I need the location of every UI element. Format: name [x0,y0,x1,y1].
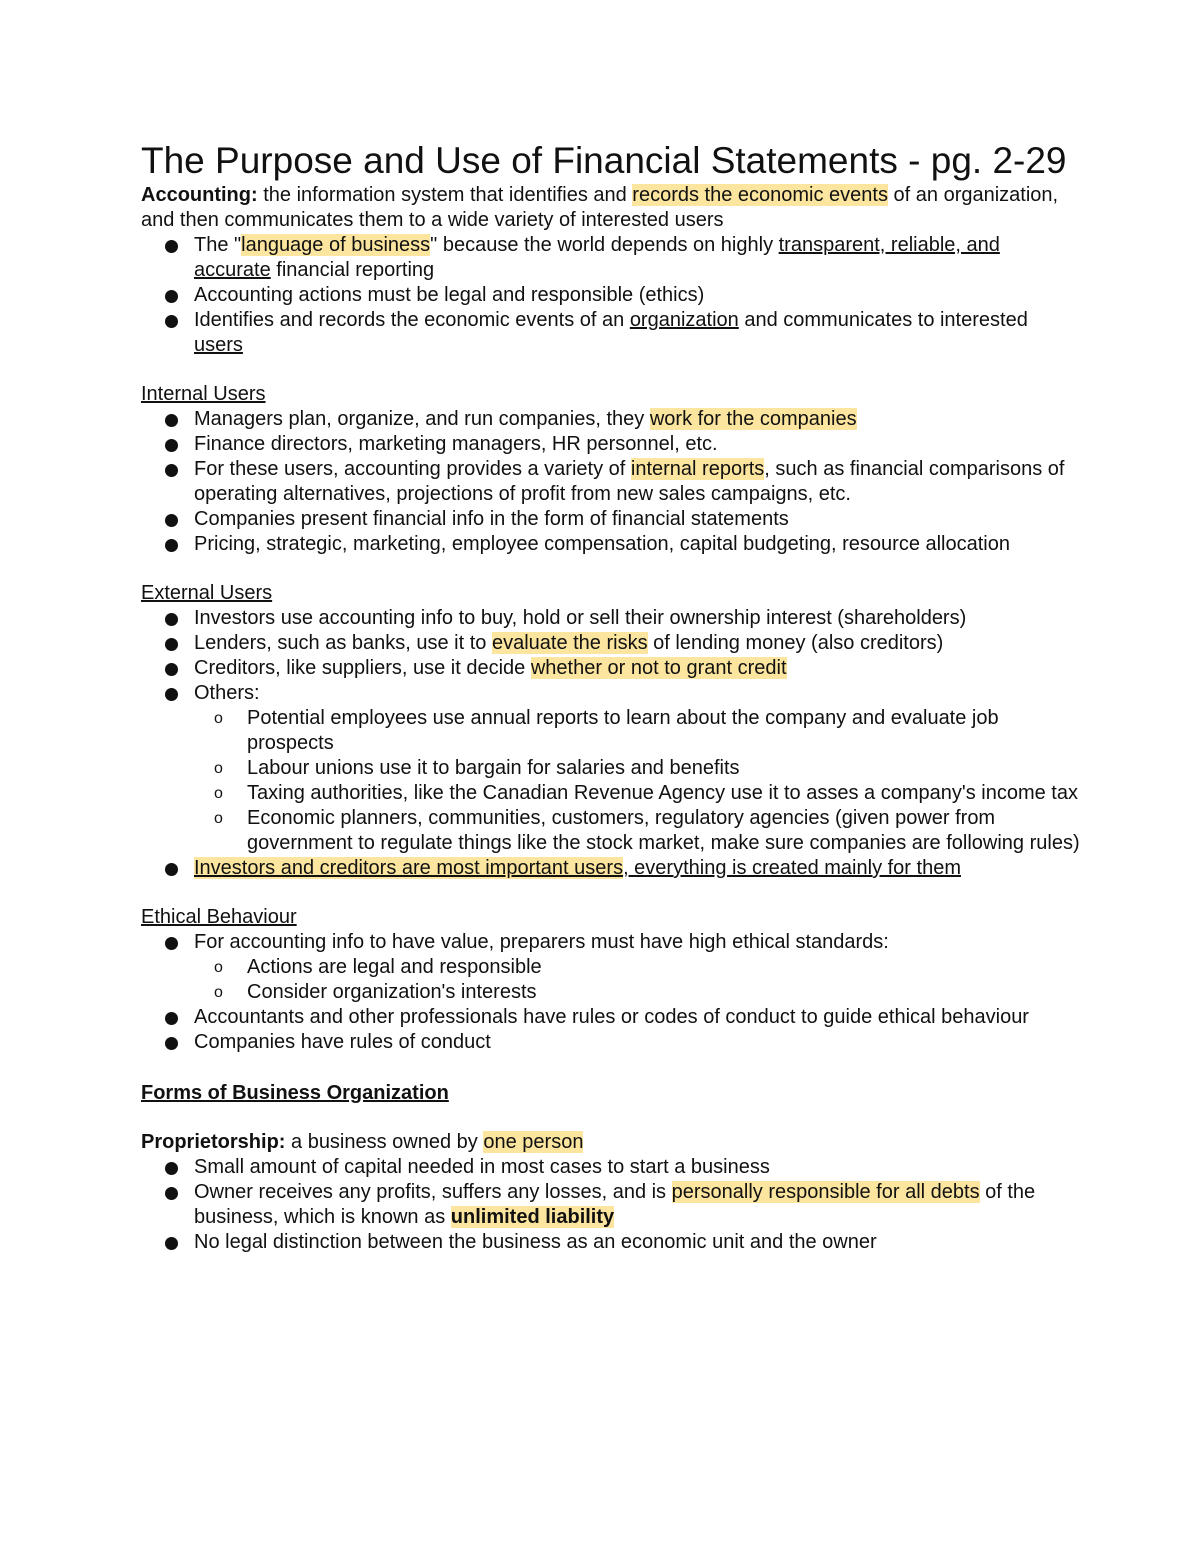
external-users-list [141,606,1081,881]
text-run: Lenders, such as banks, use it to [194,632,492,654]
list-item: Investors use accounting info to buy, hold or sell their ownership interest (shareholders) [194,606,1081,631]
sub-list-item: o Actions are legal and responsible [247,955,1081,980]
list-item [194,631,1081,656]
ethical-behaviour-list [141,930,1081,1055]
proprietorship-definition [141,1130,1081,1155]
accounting-bullet-list [141,233,1081,358]
highlight: records the economic events [632,184,888,206]
sub-list-item: o Economic planners, communities, customers, regulatory agencies (given power from government to regulate things like the stock market, make sure companies are following rules) [247,806,1081,856]
highlight-bold: unlimited liability [450,1206,615,1228]
highlight: language of business [241,234,431,256]
list-item [194,308,1081,358]
text-run: Owner receives any profits, suffers any losses, and is [194,1181,672,1203]
highlight: one person [483,1131,584,1153]
list-item: Companies have rules of conduct [194,1030,1081,1055]
text-run: of an organization, and then communicates them to a wide variety of interested users [141,184,1059,231]
highlight: personally responsible for all debts [671,1181,980,1203]
text-run: a business owned by [285,1131,484,1153]
list-item [194,930,1081,1005]
highlight: evaluate the risks [491,632,648,654]
accounting-definition [141,183,1081,233]
highlight: Investors and creditors are most important users [194,857,624,879]
sub-list-item: o Potential employees use annual reports to learn about the company and evaluate job prospects [247,706,1081,756]
text-run: " because the world depends on highly [430,234,779,256]
text-run: financial reporting [270,259,435,281]
list-item: Companies present financial info in the form of financial statements [194,507,1081,532]
page-title: The Purpose and Use of Financial Statements - pg. 2-29 [141,140,1067,181]
list-item: Pricing, strategic, marketing, employee compensation, capital budgeting, resource allocation [194,532,1081,557]
list-item: Accountants and other professionals have rules or codes of conduct to guide ethical behaviour [194,1005,1081,1030]
list-item: No legal distinction between the business as an economic unit and the owner [194,1230,1081,1255]
highlight: whether or not to grant credit [530,657,787,679]
proprietorship-list [141,1155,1081,1255]
list-item [194,856,1081,881]
list-item [194,681,1081,856]
underlined-text: transparent, reliable, and accurate [194,234,1000,281]
underlined-text: , everything is created mainly for them [623,857,961,879]
text-run: of lending money (also creditors) [647,632,944,654]
text-run: , such as financial comparisons of operating alternatives, projections of profit from new sales campaigns, etc. [194,458,1065,505]
text-run: Managers plan, organize, and run companies, they [194,408,650,430]
list-item: Finance directors, marketing managers, HR personnel, etc. [194,432,1081,457]
sub-list-item: o Taxing authorities, like the Canadian Revenue Agency use it to asses a company's income tax [247,781,1081,806]
internal-users-list [141,407,1081,557]
list-item [194,656,1081,681]
text-run: and communicates to interested [738,309,1028,331]
forms-heading [141,1081,1081,1106]
others-sub-list [194,706,1081,856]
underlined-text: users [194,334,243,356]
list-item [194,407,1081,432]
list-item [194,1180,1081,1230]
text-run: Others: [194,682,260,704]
accounting-term: Accounting: [141,184,258,206]
list-item: Accounting actions must be legal and responsible (ethics) [194,283,1081,308]
highlight: work for the companies [649,408,857,430]
internal-users-heading: Internal Users [141,383,266,405]
text-run: Creditors, like suppliers, use it decide [194,657,531,679]
ethical-behaviour-heading: Ethical Behaviour [141,906,297,928]
text-run: of the business, which is known as [194,1181,1036,1228]
sub-list-item: o Labour unions use it to bargain for salaries and benefits [247,756,1081,781]
ethical-sub-list [194,955,1081,1005]
highlight: internal reports [630,458,765,480]
underlined-text: organization [629,309,739,331]
sub-list-item: o Consider organization's interests [247,980,1081,1005]
text-run: For accounting info to have value, preparers must have high ethical standards: [194,931,889,953]
list-item: Small amount of capital needed in most cases to start a business [194,1155,1081,1180]
document-content [141,140,1081,1255]
text-run: The " [194,234,242,256]
text-run: Identifies and records the economic events of an [194,309,630,331]
text-run: the information system that identifies and [257,184,633,206]
list-item [194,457,1081,507]
list-item [194,233,1081,283]
text-run: For these users, accounting provides a variety of [194,458,631,480]
forms-heading-text: Forms of Business Organization [141,1082,449,1104]
proprietorship-term: Proprietorship: [141,1131,286,1153]
external-users-heading: External Users [141,582,273,604]
